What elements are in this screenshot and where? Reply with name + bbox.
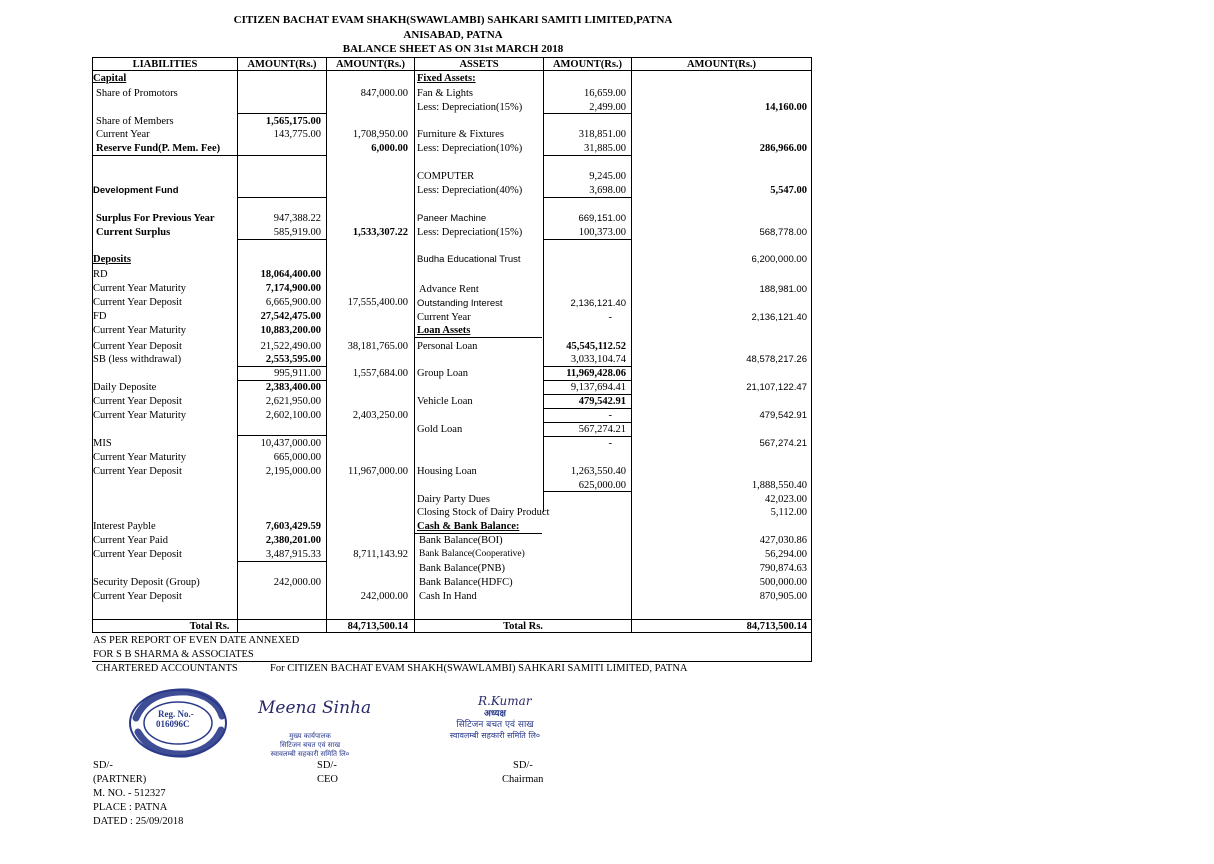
interest-deposit-amount: 3,487,915.33	[265, 549, 321, 560]
rd-label: RD	[93, 269, 108, 280]
mis-deposit-label: Current Year Deposit	[93, 466, 182, 477]
current-year-asset-amount: -	[608, 312, 612, 323]
dairy-stock-total: 5,112.00	[770, 507, 807, 518]
sb-label: SB (less withdrawal)	[93, 354, 182, 365]
fan-dep-amount: 2,499.00	[589, 102, 626, 113]
reserve-fund-total: 6,000.00	[371, 143, 408, 154]
coop-label: Bank Balance(Cooperative)	[419, 549, 525, 559]
col-amount-3: AMOUNT(Rs.)	[552, 59, 623, 70]
mis-deposit-amount: 2,195,000.00	[265, 466, 321, 477]
group-loan-label: Group Loan	[417, 368, 469, 379]
rd-deposit-label: Current Year Deposit	[93, 297, 182, 308]
reserve-fund-label: Reserve Fund(P. Mem. Fee)	[96, 143, 221, 154]
security-amount: 242,000.00	[273, 577, 321, 588]
col-amount-4: AMOUNT(Rs.)	[686, 59, 757, 70]
col-amount-1: AMOUNT(Rs.)	[247, 59, 317, 70]
fixed-assets-heading: Fixed Assets:	[417, 73, 476, 84]
date: DATED : 25/09/2018	[93, 816, 184, 827]
address: ANISABAD, PATNA	[403, 29, 503, 41]
furniture-label: Furniture & Fixtures	[417, 129, 504, 140]
interest-deposit-label: Current Year Deposit	[93, 549, 182, 560]
furniture-total: 286,966.00	[759, 143, 807, 154]
fan-amount: 16,659.00	[584, 88, 626, 99]
housing-loan-label: Housing Loan	[417, 466, 477, 477]
membership-number: M. NO. - 512327	[93, 788, 166, 799]
paneer-total: 568,778.00	[759, 227, 807, 238]
fd-amount: 27,542,475.00	[260, 311, 321, 322]
ceo-stamp-2: सिटिजन बचत एवं साख	[279, 741, 341, 749]
pnb-label: Bank Balance(PNB)	[419, 563, 506, 574]
current-surplus-label: Current Surplus	[96, 227, 171, 238]
housing-loan-amount: 1,263,550.40	[570, 466, 626, 477]
sb-amount: 2,553,595.00	[265, 354, 321, 365]
vehicle-loan-label: Vehicle Loan	[417, 396, 473, 407]
firm-name: FOR S B SHARMA & ASSOCIATES	[93, 649, 254, 660]
col-amount-2: AMOUNT(Rs.)	[335, 59, 406, 70]
housing-loan-total: 1,888,550.40	[751, 480, 807, 491]
share-promotors-label: Share of Promotors	[96, 88, 178, 99]
group-loan-amount-2: 9,137,694.41	[570, 382, 626, 393]
liabilities-total: 84,713,500.14	[347, 621, 408, 632]
budha-total: 6,200,000.00	[751, 254, 807, 265]
sb-total: 1,557,684.00	[352, 368, 408, 379]
seal-reg-number: 016096C	[156, 719, 190, 729]
company-title: CITIZEN BACHAT EVAM SHAKH(SWAWLAMBI) SAHKARI SAMITI LIMITED,PATNA	[233, 14, 673, 26]
daily-deposit-amount: 2,621,950.00	[265, 396, 321, 407]
daily-label: Daily Deposite	[93, 382, 157, 393]
computer-amount: 9,245.00	[589, 171, 626, 182]
rd-maturity-amount: 7,174,900.00	[265, 283, 321, 294]
group-loan-total: 21,107,122.47	[746, 382, 807, 393]
mis-label: MIS	[93, 438, 112, 449]
vehicle-loan-total: 479,542.91	[759, 410, 807, 421]
assets-total-label: Total Rs.	[503, 621, 543, 632]
interest-total: 8,711,143.92	[353, 549, 408, 560]
partner-title: (PARTNER)	[93, 774, 147, 785]
outstanding-amount: 2,136,121.40	[570, 298, 626, 309]
rd-maturity-label: Current Year Maturity	[93, 283, 187, 294]
outstanding-label: Outstanding Interest	[417, 298, 503, 309]
computer-total: 5,547.00	[770, 185, 807, 196]
surplus-prev-amount: 947,388.22	[273, 213, 321, 224]
sb-amount-2: 995,911.00	[274, 368, 321, 379]
security-total: 242,000.00	[360, 591, 408, 602]
hdfc-label: Bank Balance(HDFC)	[419, 577, 513, 588]
paneer-dep-amount: 100,373.00	[578, 227, 626, 238]
mis-maturity-amount: 665,000.00	[273, 452, 321, 463]
daily-amount: 2,383,400.00	[265, 382, 321, 393]
current-year-label: Current Year	[96, 129, 150, 140]
share-total: 1,708,950.00	[352, 129, 408, 140]
security-label: Security Deposit (Group)	[93, 577, 200, 588]
current-year-asset-label: Current Year	[417, 312, 471, 323]
daily-total: 2,403,250.00	[352, 410, 408, 421]
cash-label: Cash In Hand	[419, 591, 477, 602]
share-members-amount: 1,565,175.00	[265, 116, 321, 127]
deposits-heading: Deposits	[93, 254, 131, 265]
interest-paid-label: Current Year Paid	[93, 535, 168, 546]
paneer-label: Paneer Machine	[417, 213, 487, 224]
seal-reg-label: Reg. No.-	[158, 709, 194, 719]
current-year-amount: 143,775.00	[273, 129, 321, 140]
report-note: AS PER REPORT OF EVEN DATE ANNEXED	[93, 635, 300, 646]
paneer-dep-label: Less: Depreciation(15%)	[417, 227, 523, 238]
share-promotors-total: 847,000.00	[360, 88, 408, 99]
cash-total: 870,905.00	[759, 591, 807, 602]
advance-rent-label: Advance Rent	[419, 284, 479, 295]
col-liabilities: LIABILITIES	[132, 59, 198, 70]
mis-amount: 10,437,000.00	[260, 438, 321, 449]
paneer-amount: 669,151.00	[578, 213, 626, 224]
group-loan-amount: 11,969,428.06	[566, 368, 626, 379]
fd-total: 38,181,765.00	[347, 341, 408, 352]
ceo-stamp-3: स्वावलम्बी सहकारी समिति लि०	[270, 750, 350, 758]
vehicle-loan-amount-2: -	[608, 410, 612, 421]
chair-stamp-1: अध्यक्ष	[484, 709, 506, 719]
ceo-stamp-1: मुख्य कार्यपालक	[289, 732, 331, 740]
personal-loan-label: Personal Loan	[417, 341, 478, 352]
sheet-title: BALANCE SHEET AS ON 31st MARCH 2018	[342, 43, 564, 55]
personal-loan-amount: 45,545,112.52	[566, 341, 626, 352]
boi-total: 427,030.86	[759, 535, 807, 546]
mis-maturity-label: Current Year Maturity	[93, 452, 187, 463]
surplus-total: 1,533,307.22	[352, 227, 408, 238]
fd-deposit-amount: 21,522,490.00	[260, 341, 321, 352]
hdfc-total: 500,000.00	[759, 577, 807, 588]
gold-loan-label: Gold Loan	[417, 424, 463, 435]
fd-label: FD	[93, 311, 107, 322]
interest-amount: 7,603,429.59	[265, 521, 321, 532]
chairman-title: Chairman	[502, 774, 544, 785]
chair-stamp-2: सिटिजन बचत एवं साख	[456, 720, 534, 730]
vehicle-loan-amount: 479,542.91	[578, 396, 626, 407]
dairy-dues-total: 42,023.00	[765, 494, 807, 505]
chair-stamp-3: स्वावलम्बी सहकारी समिति लि०	[449, 731, 541, 740]
interest-paid-amount: 2,380,201.00	[265, 535, 321, 546]
liabilities-total-label: Total Rs.	[189, 621, 230, 632]
gold-loan-total: 567,274.21	[759, 438, 807, 449]
coop-total: 56,294.00	[765, 549, 807, 560]
cash-bank-heading: Cash & Bank Balance:	[417, 521, 520, 532]
outstanding-total: 2,136,121.40	[751, 312, 807, 323]
capital-heading: Capital	[93, 73, 127, 84]
ceo-title: CEO	[317, 774, 338, 785]
fd-maturity-label: Current Year Maturity	[93, 325, 187, 336]
partner-sd: SD/-	[93, 760, 113, 771]
rd-deposit-amount: 6,665,900.00	[265, 297, 321, 308]
computer-label: COMPUTER	[417, 171, 475, 182]
computer-dep-label: Less: Depreciation(40%)	[417, 185, 523, 196]
surplus-prev-label: Surplus For Previous Year	[96, 213, 215, 224]
dairy-stock-label: Closing Stock of Dairy Product	[417, 507, 550, 518]
advance-rent-total: 188,981.00	[759, 284, 807, 295]
furniture-dep-label: Less: Depreciation(10%)	[417, 143, 523, 154]
chartered-accountants: CHARTERED ACCOUNTANTS	[96, 663, 238, 674]
assets-total: 84,713,500.14	[746, 621, 807, 632]
share-members-label: Share of Members	[96, 116, 174, 127]
personal-loan-amount-2: 3,033,104.74	[570, 354, 626, 365]
security-deposit-label: Current Year Deposit	[93, 591, 182, 602]
gold-loan-amount: 567,274.21	[578, 424, 626, 435]
daily-maturity-amount: 2,602,100.00	[265, 410, 321, 421]
fan-total: 14,160.00	[765, 102, 807, 113]
auditor-seal	[128, 688, 228, 758]
furniture-amount: 318,851.00	[578, 129, 626, 140]
daily-deposit-label: Current Year Deposit	[93, 396, 182, 407]
development-fund-label: Development Fund	[93, 185, 179, 196]
for-samiti: For CITIZEN BACHAT EVAM SHAKH(SWAWLAMBI) SAHKARI SAMITI LIMITED, PATNA	[270, 663, 688, 674]
ceo-sd: SD/-	[317, 760, 337, 771]
ceo-signature: Meena Sinha	[258, 698, 372, 718]
furniture-dep-amount: 31,885.00	[584, 143, 626, 154]
housing-loan-amount-2: 625,000.00	[578, 480, 626, 491]
current-surplus-amount: 585,919.00	[273, 227, 321, 238]
interest-label: Interest Payble	[93, 521, 156, 532]
fan-dep-label: Less: Depreciation(15%)	[417, 102, 523, 113]
gold-loan-amount-2: -	[608, 438, 612, 449]
fd-maturity-amount: 10,883,200.00	[260, 325, 321, 336]
budha-label: Budha Educational Trust	[417, 254, 521, 265]
fan-label: Fan & Lights	[417, 88, 474, 99]
chairman-signature: R.Kumar	[478, 694, 532, 708]
pnb-total: 790,874.63	[759, 563, 807, 574]
fd-deposit-label: Current Year Deposit	[93, 341, 182, 352]
loan-assets-heading: Loan Assets	[417, 325, 471, 336]
computer-dep-amount: 3,698.00	[589, 185, 626, 196]
personal-loan-total: 48,578,217.26	[746, 354, 807, 365]
rd-total: 17,555,400.00	[347, 297, 408, 308]
daily-maturity-label: Current Year Maturity	[93, 410, 187, 421]
place: PLACE : PATNA	[93, 802, 168, 813]
dairy-dues-label: Dairy Party Dues	[417, 494, 490, 505]
mis-total: 11,967,000.00	[348, 466, 408, 477]
chairman-sd: SD/-	[513, 760, 533, 771]
col-assets: ASSETS	[459, 59, 499, 70]
rd-amount: 18,064,400.00	[260, 269, 321, 280]
boi-label: Bank Balance(BOI)	[419, 535, 503, 546]
